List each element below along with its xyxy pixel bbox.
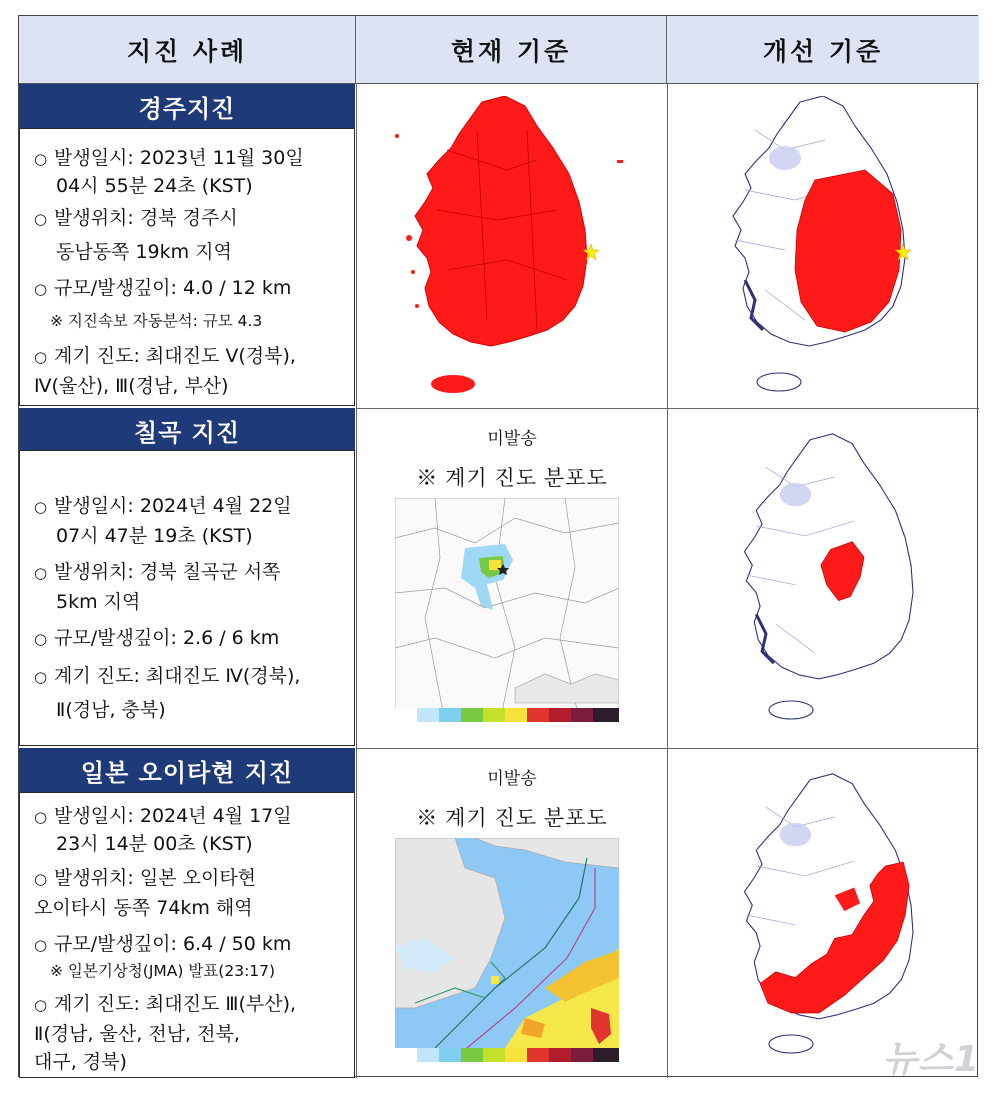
distribution-caption: ※ 계기 진도 분포도 xyxy=(416,807,608,830)
occurrence-time-cont: 07시 47분 19초 (KST) xyxy=(56,525,253,547)
header-improved: 개선 기준 xyxy=(667,16,979,84)
occurrence-location-label: 발생위치: 경북 경주시 xyxy=(54,207,238,229)
instrument-intensity-label: 계기 진도: 최대진도 Ⅳ(경북), xyxy=(54,665,301,687)
watermark-logo: 뉴스1 xyxy=(882,1039,980,1080)
bullet: ○ xyxy=(34,668,48,686)
bullet: ○ xyxy=(34,210,48,228)
magnitude-depth-label: 규모/발생깊이: 6.4 / 50 km xyxy=(54,933,292,955)
occurrence-location-cont: 동남동쪽 19km 지역 xyxy=(56,241,232,263)
instrument-intensity-cont: Ⅱ(경남, 울산, 전남, 전북, xyxy=(34,1023,240,1045)
instrument-intensity-cont2: 대구, 경북) xyxy=(34,1051,127,1073)
auto-analysis-note: ※ 지진속보 자동분석: 규모 4.3 xyxy=(50,312,263,330)
occurrence-time-cont: 23시 14분 00초 (KST) xyxy=(56,833,253,855)
header-case: 지진 사례 xyxy=(19,16,356,84)
bullet: ○ xyxy=(34,498,48,516)
magnitude-depth-label: 규모/발생깊이: 2.6 / 6 km xyxy=(54,627,280,649)
occurrence-location-label: 발생위치: 경북 칠곡군 서쪽 xyxy=(54,561,281,583)
magnitude-depth-label: 규모/발생깊이: 4.0 / 12 km xyxy=(54,277,292,299)
occurrence-location xyxy=(34,201,238,236)
occurrence-time-label: 발생일시: 2024년 4월 17일 xyxy=(54,805,292,827)
bullet: ○ xyxy=(34,150,48,168)
intensity-distribution-map xyxy=(395,838,619,1062)
instrument-intensity-label: 계기 진도: 최대진도 Ⅴ(경북), xyxy=(54,345,296,367)
bullet: ○ xyxy=(34,348,48,366)
instrument-intensity-cont: Ⅱ(경남, 충북) xyxy=(56,699,166,721)
divider xyxy=(356,748,979,749)
not-sent-label: 미발송 xyxy=(487,769,537,788)
improved-map-oita xyxy=(677,760,969,1074)
occurrence-time-label: 발생일시: 2023년 11월 30일 xyxy=(54,147,304,169)
bullet: ○ xyxy=(34,808,48,826)
bullet: ○ xyxy=(34,630,48,648)
magnitude-depth xyxy=(34,271,291,306)
current-cell-oita xyxy=(357,750,667,1078)
not-sent-label: 미발송 xyxy=(487,429,537,448)
case-title-gyeongju: 경주지진 xyxy=(19,84,355,128)
occurrence-location-cont: 오이타시 동쪽 74km 해역 xyxy=(34,897,253,919)
bullet: ○ xyxy=(34,564,48,582)
bullet: ○ xyxy=(34,280,48,298)
bullet: ○ xyxy=(34,996,48,1014)
occurrence-time-cont: 04시 55분 24초 (KST) xyxy=(56,175,253,197)
current-map-gyeongju xyxy=(367,96,657,396)
improved-map-chilgok xyxy=(677,420,969,742)
case-details-oita xyxy=(19,792,355,1078)
occurrence-time-label: 발생일시: 2024년 4월 22일 xyxy=(54,495,292,517)
instrument-intensity-cont: Ⅳ(울산), Ⅲ(경남, 부산) xyxy=(34,375,229,397)
magnitude-depth xyxy=(34,621,279,656)
distribution-caption: ※ 계기 진도 분포도 xyxy=(416,467,608,490)
comparison-table xyxy=(18,15,978,1077)
occurrence-location-label: 발생위치: 일본 오이타현 xyxy=(54,867,257,889)
improved-map-gyeongju xyxy=(677,96,969,396)
case-title-chilgok: 칠곡 지진 xyxy=(19,408,355,452)
bullet: ○ xyxy=(34,936,48,954)
occurrence-location-cont: 5km 지역 xyxy=(56,591,141,613)
current-cell-chilgok xyxy=(357,410,667,746)
intensity-distribution-map xyxy=(395,498,619,722)
header-current: 현재 기준 xyxy=(356,16,667,84)
case-details-gyeongju xyxy=(19,128,355,406)
jma-note: ※ 일본기상청(JMA) 발표(23:17) xyxy=(50,962,276,980)
case-details-chilgok xyxy=(19,450,355,746)
instrument-intensity-label: 계기 진도: 최대진도 Ⅲ(부산), xyxy=(54,993,297,1015)
bullet: ○ xyxy=(34,870,48,888)
divider xyxy=(667,84,668,1078)
case-title-oita: 일본 오이타현 지진 xyxy=(19,748,355,792)
divider xyxy=(356,408,979,409)
instrument-intensity xyxy=(34,659,300,694)
